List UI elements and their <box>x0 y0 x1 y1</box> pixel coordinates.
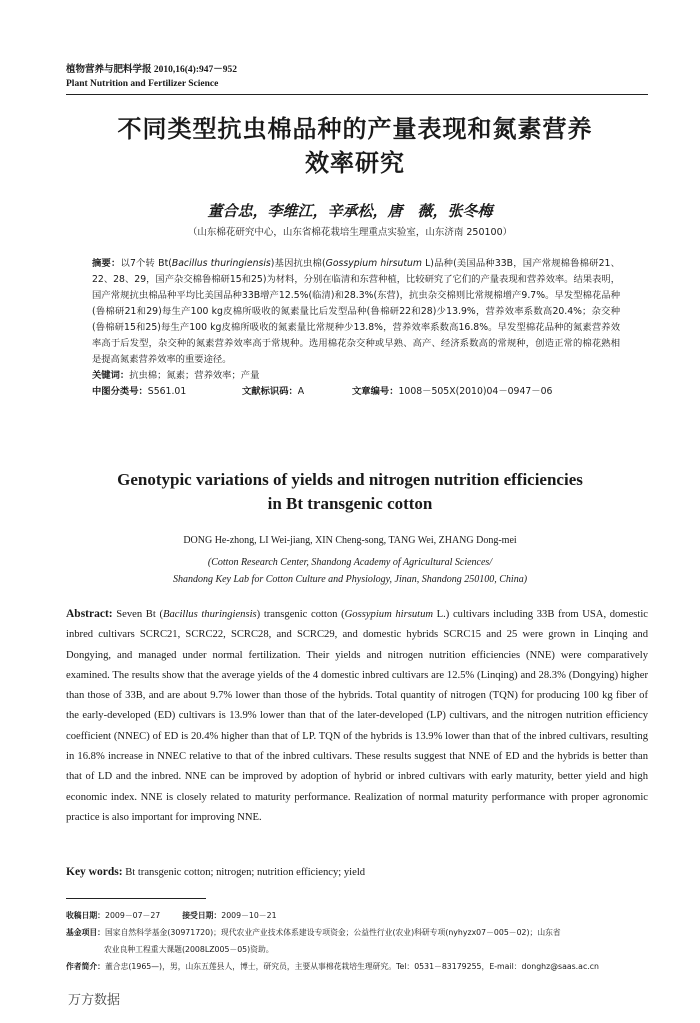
en-keywords-text: Bt transgenic cotton; nitrogen; nutrition efficiency; yield <box>122 867 366 878</box>
zh-affiliation: （山东棉花研究中心，山东省棉花栽培生理重点实验室，山东济南 250100） <box>187 227 513 238</box>
accepted-label: 接受日期： <box>182 911 222 920</box>
en-authors: DONG He-zhong, LI Wei-jiang, XIN Cheng-song, TANG Wei, ZHANG Dong-mei <box>183 535 517 546</box>
en-title <box>60 468 640 516</box>
footnote-rule <box>66 898 206 899</box>
en-affiliation <box>0 554 700 588</box>
en-abstract-species-2: Gossypium hirsutum <box>344 609 434 620</box>
en-abstract <box>66 604 648 828</box>
en-keywords-label: Key words: <box>66 866 123 878</box>
clc-block <box>92 384 242 400</box>
fund-line1: 国家自然科学基金(30971720)；现代农业产业技术体系建设专项资金；公益性行业(农业)科研专项(nyhyzx07－005－02)；山东省 <box>104 928 561 937</box>
doc-code-label: 文献标识码： <box>242 386 298 397</box>
en-abstract-text-2: ) transgenic cotton ( <box>256 609 345 620</box>
zh-authors: 董合忠，李维江，辛承松，唐 薇，张冬梅 <box>207 202 493 220</box>
footnote-dates <box>66 907 648 924</box>
zh-abstract-text-3: L)品种(美国品种33B，国产常规棉鲁棉研21、22、28、29，国产杂交棉鲁棉研15和25)为材料，分别在临清和东营种植，比较研究了它们的产量表现和营养效率。结果表明，国产常规抗虫棉品种平均比美国品种33B增产12.5%(临清)和28.3%(东营)，抗虫杂交棉则比常规棉增产9.7%。早发型棉花品种(鲁棉研21和29)每生产100 kg皮棉所吸收的氮素量比后发型品种(鲁棉研22和28)少13.9%，营养效率系数高20.4%；杂交种(鲁棉研15和25)每生产100 kg皮棉所吸收的氮素量比常规种少13.8%，营养效率系数高16.8%。早发型棉花品种的氮素营养效率高于后发型，杂交种的氮素营养效率高于常规种。选用棉花杂交种或早熟、高产、经济系数高的常规种，创造正常的棉花熟相是提高氮素营养效率的重要途径。 <box>92 258 620 365</box>
watermark: 万方数据 <box>68 993 121 1008</box>
header-rule <box>66 94 648 95</box>
accepted-date: 2009－10－21 <box>221 911 277 920</box>
zh-keywords <box>92 368 620 384</box>
zh-keywords-label: 关键词： <box>92 370 130 381</box>
article-no-value: 1008－505X(2010)04－0947－06 <box>398 386 553 397</box>
zh-title-line1: 不同类型抗虫棉品种的产量表现和氮素营养 <box>117 115 593 143</box>
zh-abstract-text-2: )基因抗虫棉( <box>270 258 326 269</box>
zh-classification-row <box>92 384 620 400</box>
doc-code-block <box>242 384 352 400</box>
en-abstract-species-1: Bacillus thuringiensis <box>162 609 257 620</box>
clc-label: 中图分类号： <box>92 386 148 397</box>
fund-label: 基金项目： <box>66 928 105 937</box>
zh-keywords-text: 抗虫棉；氮素；营养效率；产量 <box>129 370 260 381</box>
footnote-fund <box>66 924 648 941</box>
en-abstract-text-1: Seven Bt ( <box>112 609 163 620</box>
en-title-line2: in Bt transgenic cotton <box>267 494 433 513</box>
author-info: 董合忠(1965—)，男，山东五莲县人，博士，研究员，主要从事棉花栽培生理研究。Tel：0531－83179255，E-mail：donghz@saas.ac.cn <box>104 962 599 971</box>
en-title-line1: Genotypic variations of yields and nitrogen nutrition efficiencies <box>117 470 583 489</box>
received-label: 收稿日期： <box>66 911 105 920</box>
journal-header <box>66 63 237 91</box>
journal-line-en: Plant Nutrition and Fertilizer Science <box>66 79 219 89</box>
zh-abstract-text-1: 以7个转 Bt( <box>120 258 172 269</box>
fund-line2: 农业良种工程重大课题(2008LZ005－05)资助。 <box>104 945 274 954</box>
article-no-label: 文章编号： <box>352 386 399 397</box>
zh-abstract-label: 摘要： <box>92 258 121 269</box>
zh-abstract-species-1: Bacillus thuringiensis <box>171 258 271 269</box>
zh-title <box>70 112 640 180</box>
doc-code-value: A <box>297 386 305 397</box>
en-affiliation-line1: (Cotton Research Center, Shandong Academy of Agricultural Sciences/ <box>207 557 493 568</box>
zh-abstract-species-2: Gossypium hirsutum <box>325 258 422 269</box>
zh-abstract-body <box>92 256 620 368</box>
author-label: 作者简介： <box>66 962 105 971</box>
zh-title-line2: 效率研究 <box>305 149 405 177</box>
en-keywords <box>66 866 648 878</box>
article-no-block <box>352 384 552 400</box>
en-abstract-label: Abstract: <box>66 608 113 620</box>
journal-line-zh: 植物营养与肥料学报 2010,16(4):947－952 <box>66 65 237 75</box>
footnotes <box>66 907 648 975</box>
footnote-author <box>66 958 648 975</box>
en-abstract-text-3: L.) cultivars including 33B from USA, domestic inbred cultivars SCRC21, SCRC22, SCRC28, and SCRC29, and domestic hybrids SCRC15 and 25 were grown in Linqing and Dongying, and managed under normal fertilization. Their yields and nitrogen nutrition efficiencies (NNE) were comparatively examined. The results show that the average yields of the 4 domestic inbred cultivars are 12.5% (Linqing) and 28.3% (Dongying) higher than those of 33B, and are about 9.7% lower than those of the hybrids. Total quantity of nitrogen (TQN) for producing 100 kg fiber of the early-developed (ED) cultivars is 13.9% lower than that of the later-developed (LP) cultivars, and the nitrogen nutrition efficiency coefficient (NNEC) of ED is 20.4% higher than that of LP. TQN of the hybrids is 13.9% lower than that of the inbred cultivars, resulting in 16.8% increase in NNEC relative to that of the inbred cultivars. These results suggest that NNE of ED and the hybrids is better than that of LD and the inbred. NNE can be improved by adoption of hybrid or inbred cultivars with early maturity, better yield and high economic index. NNE is closely related to maturity performance. Realization of normal maturity performance with proper agronomic practice is also important for improving NNE. <box>66 609 648 823</box>
zh-abstract <box>92 256 620 400</box>
clc-value: S561.01 <box>147 386 187 397</box>
en-affiliation-line2: Shandong Key Lab for Cotton Culture and Physiology, Jinan, Shandong 250100, China) <box>172 574 528 585</box>
received-date: 2009－07－27 <box>104 911 161 920</box>
